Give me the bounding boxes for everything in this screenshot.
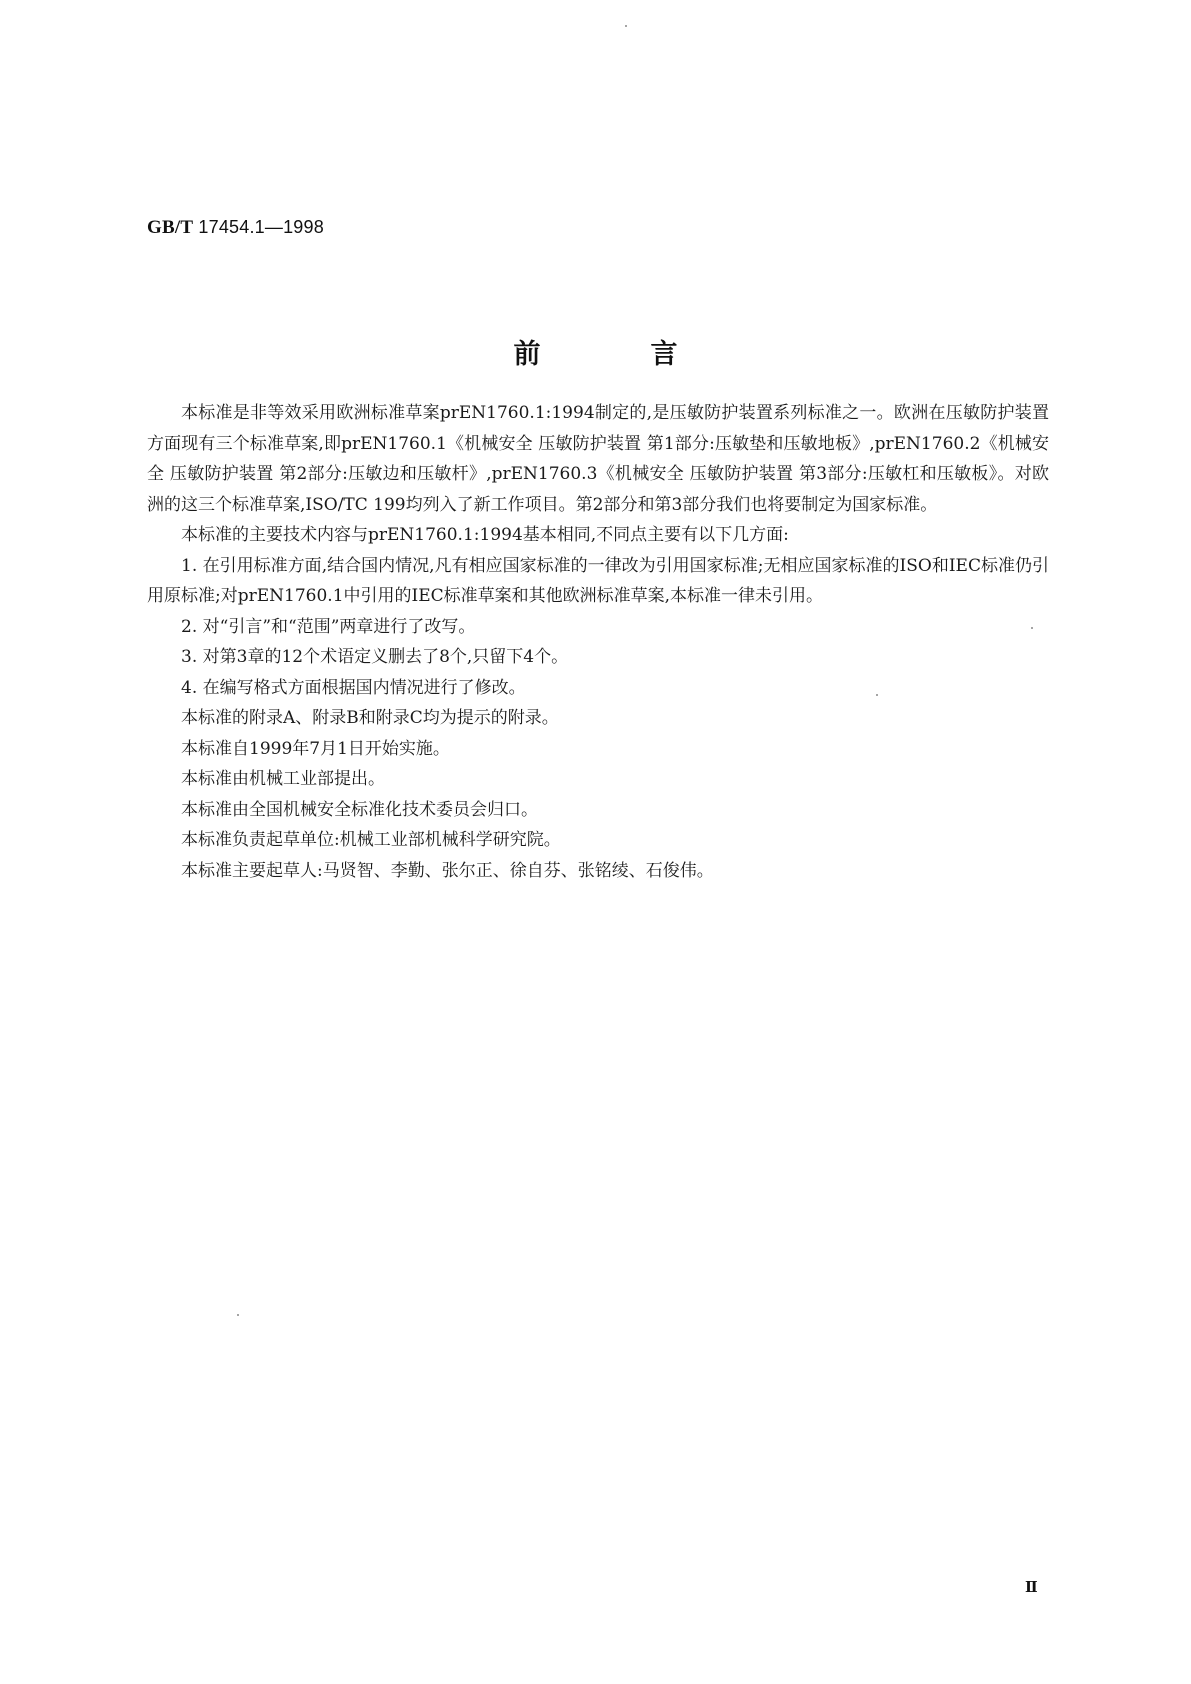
list-item-1: 1. 在引用标准方面,结合国内情况,凡有相应国家标准的一律改为引用国家标准;无相应国家标准的ISO和IEC标准仍引用原标准;对prEN1760.1中引用的IEC标准草案和其他欧洲标准草案,本标准一律未引用。 bbox=[147, 555, 1049, 606]
paragraph-differences: 本标准的主要技术内容与prEN1760.1:1994基本相同,不同点主要有以下几方面: bbox=[181, 525, 789, 545]
scan-speck bbox=[1031, 627, 1033, 629]
paragraph-committee: 本标准由全国机械安全标准化技术委员会归口。 bbox=[181, 799, 538, 820]
foreword-body bbox=[147, 398, 1049, 886]
paragraph-drafters: 本标准主要起草人:马贤智、李勤、张尔正、徐自芬、张铭绫、石俊伟。 bbox=[181, 860, 714, 881]
paragraph-drafting-unit: 本标准负责起草单位:机械工业部机械科学研究院。 bbox=[181, 830, 561, 850]
paragraph-appendices: 本标准的附录A、附录B和附录C均为提示的附录。 bbox=[181, 708, 559, 728]
paragraph-intro: 本标准是非等效采用欧洲标准草案prEN1760.1:1994制定的,是压敏防护装置系列标准之一。欧洲在压敏防护装置方面现有三个标准草案,即prEN1760.1《机械安全 压敏防护装置 第1部分:压敏垫和压敏地板》,prEN1760.2《机械安全 压敏防护装置 第2部分:压敏边和压敏杆》,prEN1760.3《机械安全 压敏防护装置 第3部分:压敏杠和压敏板》。对欧洲的这三个标准草案,ISO/TC 199均列入了新工作项目。第2部分和第3部分我们也将要制定为国家标准。 bbox=[147, 403, 1049, 515]
page-title: 前言 bbox=[513, 339, 788, 370]
paragraph-proposer: 本标准由机械工业部提出。 bbox=[181, 769, 385, 789]
scan-speck bbox=[237, 1314, 239, 1316]
standard-number: 17454.1—1998 bbox=[198, 217, 324, 237]
scan-speck bbox=[625, 25, 627, 27]
standard-code bbox=[147, 217, 324, 239]
list-item-4: 4. 在编写格式方面根据国内情况进行了修改。 bbox=[181, 677, 526, 698]
page-number: Ⅱ bbox=[1025, 1578, 1038, 1596]
paragraph-effective-date: 本标准自1999年7月1日开始实施。 bbox=[181, 738, 450, 759]
list-item-2: 2. 对“引言”和“范围”两章进行了改写。 bbox=[181, 616, 476, 637]
scan-speck bbox=[876, 694, 878, 696]
list-item-3: 3. 对第3章的12个术语定义删去了8个,只留下4个。 bbox=[181, 647, 569, 667]
standard-prefix: GB/T bbox=[147, 217, 194, 238]
